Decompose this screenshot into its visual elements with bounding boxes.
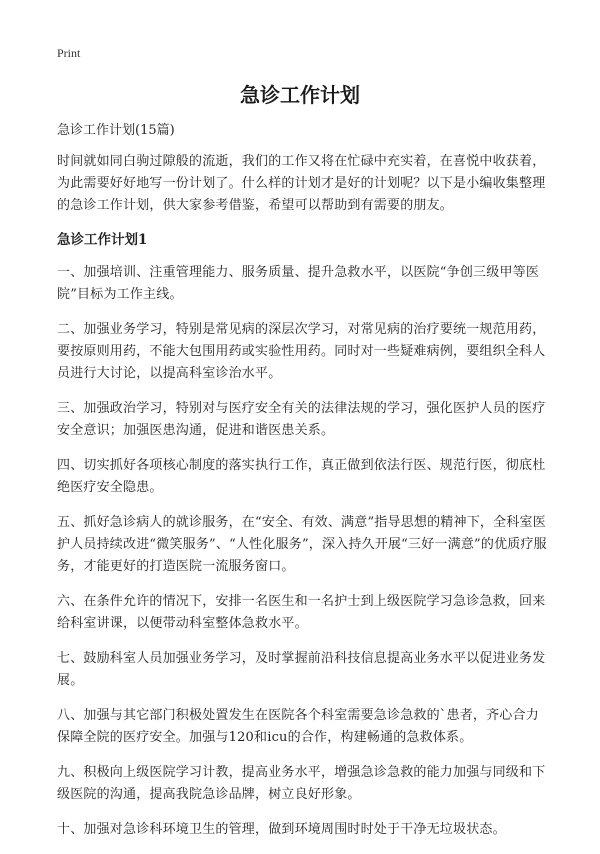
plan-item-1: 一、加强培训、注重管理能力、服务质量、提升急救水平，以医院“争创三级甲等医院”目标为工作主线。 (57, 265, 540, 302)
plan-item-6: 六、在条件允许的情况下，安排一名医生和一名护士到上级医院学习急诊急救，回来给科室讲课，以便带动科室整体急救水平。 (57, 594, 546, 631)
section-heading: 急诊工作计划1 (57, 232, 148, 248)
plan-item-2: 二、加强业务学习，特别是常见病的深层次学习，对常见病的治疗要统一规范用药，要按原则用药，不能大包围用药或实验性用药。同时对一些疑难病例，要组织全科人员进行大讨论，以提高科室诊治水平。 (57, 322, 546, 381)
plan-item-7: 七、鼓励科室人员加强业务学习，及时掌握前沿科技信息提高业务水平以促进业务发展。 (57, 651, 546, 688)
plan-item-10: 十、加强对急诊科环境卫生的管理，做到环境周围时时处于干净无垃圾状态。 (57, 822, 506, 837)
plan-item-9: 九、积极向上级医院学习计教，提高业务水平，增强急诊急救的能力加强与同级和下级医院的沟通，提高我院急诊品牌，树立良好形象。 (57, 765, 546, 802)
plan-item-3: 三、加强政治学习，特别对与医疗安全有关的法律法规的学习，强化医护人员的医疗安全意识；加强医患沟通，促进和谐医患关系。 (57, 401, 546, 438)
print-link[interactable]: Print (57, 46, 81, 60)
document-body (57, 121, 550, 854)
document-subtitle: 急诊工作计划(15篇) (57, 123, 175, 138)
plan-item-4: 四、切实抓好各项核心制度的落实执行工作，真正做到依法行医、规范行医，彻底杜绝医疗安全隐患。 (57, 458, 546, 495)
page-title: 急诊工作计划 (240, 83, 360, 107)
plan-item-8: 八、加强与其它部门积极处置发生在医院各个科室需要急诊急救的`患者，齐心合力保障全院的医疗安全。加强与120和icu的合作，构建畅通的急救体系。 (57, 708, 539, 745)
plan-item-5: 五、抓好急诊病人的就诊服务，在“安全、有效、满意”指导思想的精神下，全科室医护人员持续改进“微笑服务”、“人性化服务”，深入持久开展“三好一满意”的优质疗服务，才能更好的打造医院一流服务窗口。 (57, 515, 547, 574)
intro-paragraph: 时间就如同白驹过隙般的流逝，我们的工作又将在忙碌中充实着，在喜悦中收获着，为此需要好好地写一份计划了。什么样的计划才是好的计划呢？以下是小编收集整理的急诊工作计划，供大家参考借鉴，希望可以帮助到有需要的朋友。 (57, 154, 546, 213)
